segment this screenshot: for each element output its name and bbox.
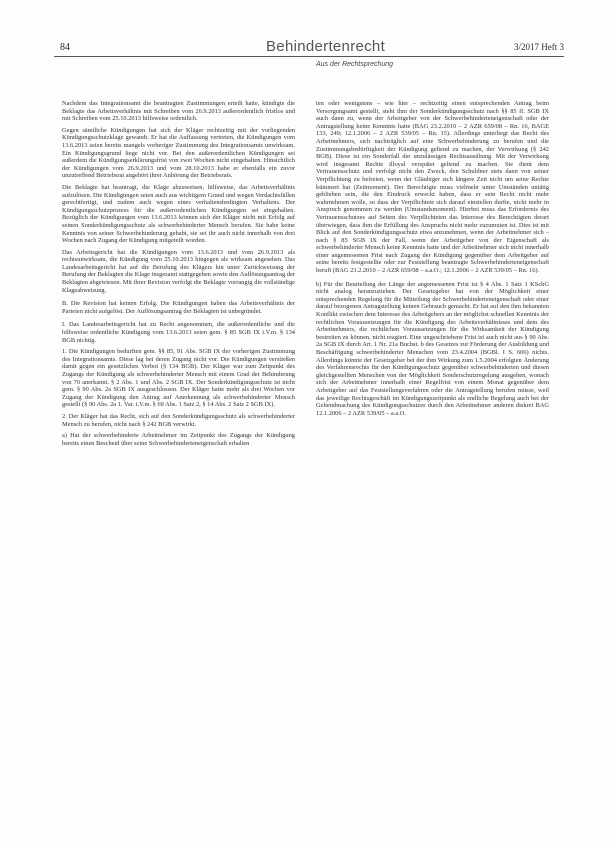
paragraph: 1. Die Kündigungen bedurften gem. §§ 85, 91 Abs. SGB IX der vorherigen Zustimmung des Integrationsamts. Diese lag bei deren Zugang nicht vor. Die Kündigungen verstießen damit gegen ein gesetzliches Verbot (§ 134 BGB). Der Kläger war zum Zeitpunkt des Zugangs der Kündigung als schwerbehinderter Mensch mit einem Grad der Behinderung von 70 anerkannt. § 2 Abs. 1 und Abs. 2 SGB IX. Der Sonderkündigungsschutz ist nicht gem. § 90 Abs. 2a SGB IX ausgeschlossen. Der Kläger hatte mehr als drei Wochen vor Zugang der Kündigung den Antrag auf Anerkennung als schwerbehinderter Mensch gestellt (§ 90 Abs. 2a 1. Var. i.V.m. § 69 Abs. 1 Satz 2, § 14 Abs. 2 Satz 2 SGB IX). <box>62 348 295 409</box>
issue-label: 3/2017 Heft 3 <box>514 42 564 52</box>
paragraph: b) Für die Beurteilung der Länge der angemessenen Frist ist § 4 Abs. 1 Satz 1 KSchG nicht analog heranzuziehen. Der Gesetzgeber hat von der Möglichkeit einer entsprechenden Regelung für die Mitteilung der Schwerbehinderteneigenschaft oder einer darauf bezogenen Antragstellung keinen Gebrauch gemacht. Er hat auf den ihm bekannten Konflikt zwischen dem Interesse des Arbeitgebers an der möglichst schnellen Kenntnis der rechtlichen Voraussetzungen für die Kündigung des Arbeitsverhältnisses und dem des Arbeitnehmers, die rechtlichen Voraussetzungen für die Wirksamkeit der Kündigung bestreiten zu können, nicht reagiert. Eine ungeschriebene Frist ist auch nicht aus § 90 Abs. 2a SGB IX durch Art. 1 Nr. 21a Buchst. b des Gesetzes zur Förderung der Ausbildung und Beschäftigung schwerbehinderter Menschen vom 23.4.2004 (BGBl. I S. 606) nichts. Allerdings könnte der Gesetzgeber bei der ihm Wirkung zum 1.5.2004 erfolgten Änderung des Verfahrensrechts für den Kündigungsschutz gegenüber schwerbehinderten und diesen gleichgestellten Menschen von der Möglichkeit Sonderschutzregelung ausgehen, wonach sich der Arbeitnehmer innerhalb einer Regelfrist von einem Monat gegenüber dem Arbeitgeber auf das Feststellungsverfahren oder die Antragstellung berufen müsse, weil das jeweilige Rechtsgeschäft im Kündigungszeitpunkt als endliche Regelung auch bei der Geltendmachung des Kündigungsschutzes durch den Arbeitnehmer anderen diskret BAG 12.1.2006 – 2 AZR 539/05 – a.a.O. <box>316 280 549 417</box>
paragraph: 2. Der Kläger hat das Recht, sich auf den Sonderkündigungsschutz als schwerbehinderter Mensch zu berufen, nicht nach § 242 BGB verwirkt. <box>62 412 295 428</box>
paragraph: a) Hat der schwerbehinderte Arbeitnehmer im Zeitpunkt des Zugangs der Kündigung bereits einen Bescheid über seine Schwerbehinderteneigenschaft erhalten <box>62 432 295 447</box>
paragraph: Nachdem das Integrationsamt die beantragten Zustimmungen erteilt hatte, kündigte die Beklagte das Arbeitsverhältnis mit Schreiben vom 26.9.2013 außerordentlich fristlos und mit Schreiben vom 25.10.2013 hilfsweise ordentlich. <box>62 100 295 123</box>
header-divider <box>54 56 564 57</box>
paragraph: Das Arbeitsgericht hat die Kündigungen vom 13.6.2013 und vom 26.9.2013 als rechtsunwirksam, die Kündigung vom 25.10.2013 hingegen als wirksam angesehen. Das Landesarbeitsgericht hat auf die Berufung des Klägers hin unter Zurückweisung der Berufung der Beklagten die Klage insgesamt stattgegeben sowie den Auflösungsantrag der Beklagten abgewiesen. Mit ihrer Revision verfolgt die Beklagte vorrangig die vollständige Klageabweisung. <box>62 248 295 294</box>
right-column <box>316 100 549 421</box>
journal-title: Behindertenrecht <box>266 38 386 55</box>
left-column <box>62 100 295 451</box>
page-header <box>54 40 564 68</box>
section-label: Aus der Rechtsprechung <box>316 61 394 68</box>
paragraph: Die Beklagte hat beantragt, die Klage abzuweisen, hilfsweise, das Arbeitsverhältnis aufzulösen. Die Kündigungen seien auch aus wichtigem Grund und wegen Verdachtsfällen gerechtfertigt, und zudem auch wegen eines verhaltensbedingten Verhaltens. Der Kündigungsschutzprozess für die außerordentlichen Kündigungen sei eingehalten. Bezüglich der Kündigungen vom 13.6.2013 können sich der Kläger nicht mit Erfolg auf seinen Sonderkündigungsschutz als schwerbehinderter Mensch berufen. Sie habe keine Kenntnis von seiner Schwerbehinderung gehabt, sie sei ihr auch nicht innerhalb von drei Wochen nach Zugang der Kündigung mitgeteilt worden. <box>62 183 295 245</box>
paragraph: Gegen sämtliche Kündigungen hat sich der Kläger rechtzeitig mit der vorliegenden Kündigungsschutzklage gewandt. Er hat die Auffassung vertreten, die Kündigungen vom 13.6.2013 seien bereits mangels vorheriger Zustimmung des Integrationsamts unwirksam. Ein Kündigungsgrund liege nicht vor. Bei den außerordentlichen Kündigungen sei außerdem die Kündigungserklärungsfrist von zwei Wochen nicht eingehalten. Hinsichtlich der Kündigungen vom 26.9.2013 und vom 28.10.2013 habe er ebenfalls ein zuvor unzutreffend Betriebsrat angehört ihrer Anhörung der Betriebsrats. <box>62 126 295 180</box>
page-number: 84 <box>60 42 70 53</box>
paragraph: ten oder wenigstens – wie hier – rechtzeitig einen entsprechenden Antrag beim Versorgungsamt gestellt, steht ihm der Sonderkündigungsschutz nach §§ 85 ff. SGB IX auch dann zu, wenn der Arbeitgeber von der Schwerbehinderteneigenschaft oder der Antragstellung keine Kenntnis hatte (BAG 23.2.2010 – 2 AZR 659/08 – Rn. 16, BAGE 133, 249; 12.1.2006 – 2 AZR 539/05 – Rn. 15). Allerdings unterliegt das Recht des Arbeitnehmers, sich nachträglich auf eine Schwerbehinderung zu berufen und die Zustimmungsbedürftigkeit der Kündigung geltend zu machen, der Verwirkung (§ 242 BGB). Diese ist ein Sonderfall der unzulässigen Rechtsausübung. Mit der Verwirkung wird insgesamt Rechte illoyal verspätet geltend zu machen. Sie dient dem Vertrauensschutz und verfolgt nicht den Zweck, den Schuldner stets dann von seiner Verpflichtung zu befreien, wenn der Gläubiger sich längere Zeit nicht um seine Rechte kümmert hat (Zeitmoment). Der Berechtigte muss vielmehr unter Umständen untätig geblieben sein, die den Eindruck erweckt haben, dass er sein Recht nicht mehr wahrnehmen wolle, so dass der Verpflichtete sich darauf einstellen durfte, nicht mehr in Anspruch genommen zu werden (Umstandsmoment). Hierbei muss das Erfordernis des Vertrauensschutzes auf Seiten des Verpflichteten das Interesse des Berechtigten derart überwiegen, dass ihm die Erfüllung des Anspruchs nicht mehr zuzumuten ist. Dies ist mit Blick auf den Sonderkündigungsschutz etwa anzunehmen, wenn der Arbeitnehmer sich – nach § 85 SGB IX der Fall, wenn der Arbeitgeber von der Eigenschaft als schwerbehinderter Mensch keine Kenntnis hatte und der Arbeitnehmer sich nicht innerhalb einer angemessenen Frist nach Zugang der Kündigung gegenüber dem Arbeitgeber auf seine bereits festgestellte oder zur Feststellung beantragte Schwerbehinderteneigenschaft beruft (BAG 23.2.2010 – 2 AZR 659/08 – a.a.O.; 12.1.2006 – 2 AZR 539/05 – Rn. 16). <box>316 100 549 275</box>
paragraph: B. Die Revision hat keinen Erfolg. Die Kündigungen haben das Arbeitsverhältnis der Parteien nicht aufgelöst. Der Auflösungsantrag der Beklagten ist unbegründet. <box>62 300 295 315</box>
paragraph: I. Das Landesarbeitsgericht hat zu Recht angenommen, die außerordentliche und die hilfsweise ordentliche Kündigung vom 13.6.2013 seien gem. § 85 SGB IX i.V.m. § 134 BGB nichtig. <box>62 321 295 344</box>
